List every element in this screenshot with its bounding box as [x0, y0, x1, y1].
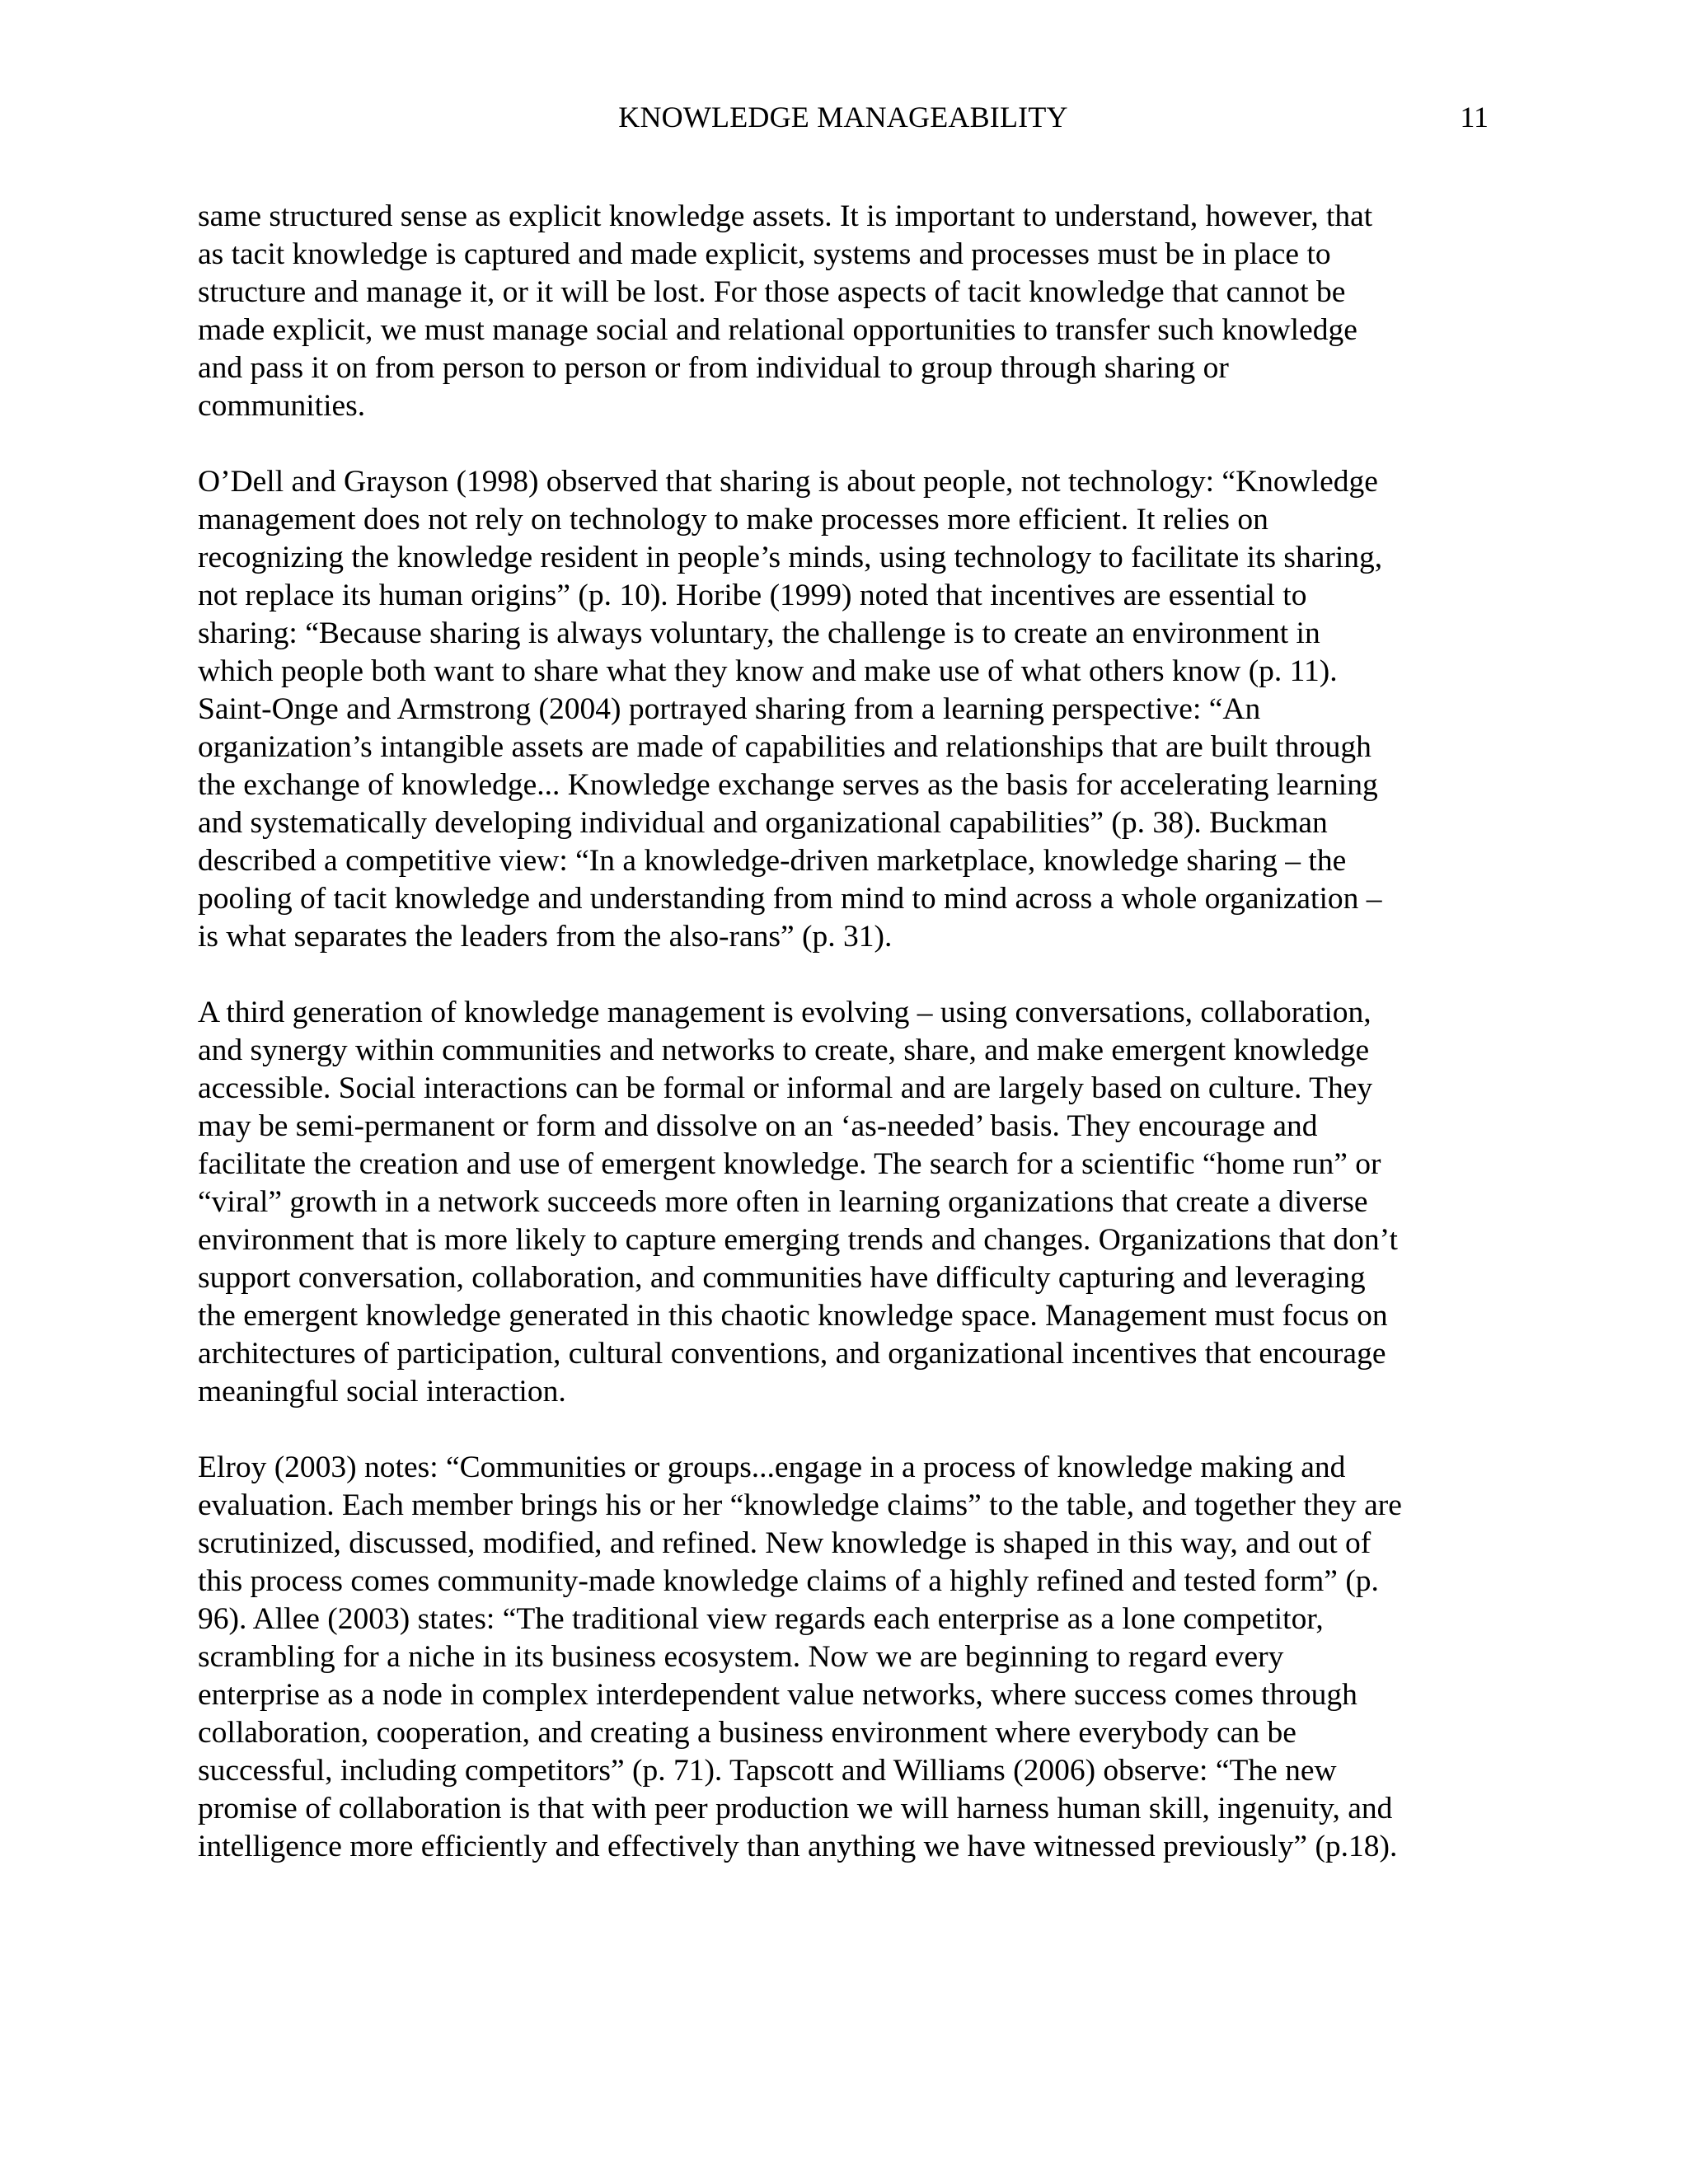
text-line: described a competitive view: “In a knowledge-driven marketplace, knowledge sharing – the [198, 844, 1347, 878]
text-line: the exchange of knowledge... Knowledge exchange serves as the basis for accelerating learning [198, 768, 1378, 802]
text-line: the emergent knowledge generated in this chaotic knowledge space. Management must focus on [198, 1299, 1388, 1333]
text-line: scrambling for a niche in its business ecosystem. Now we are beginning to regard every [198, 1640, 1284, 1674]
text-line: O’Dell and Grayson (1998) observed that sharing is about people, not technology: “Knowledge [198, 465, 1378, 499]
paragraph-1 [198, 198, 1495, 425]
text-line: successful, including competitors” (p. 71). Tapscott and Williams (2006) observe: “The new [198, 1754, 1337, 1788]
text-line: enterprise as a node in complex interdependent value networks, where success comes through [198, 1678, 1357, 1712]
text-line: this process comes community-made knowledge claims of a highly refined and tested form” (p. [198, 1564, 1379, 1598]
text-line: not replace its human origins” (p. 10). Horibe (1999) noted that incentives are essential to [198, 579, 1307, 612]
text-line: promise of collaboration is that with peer production we will harness human skill, ingenuity, and [198, 1792, 1393, 1825]
text-line: environment that is more likely to capture emerging trends and changes. Organizations that don’t [198, 1223, 1398, 1257]
text-line: collaboration, cooperation, and creating a business environment where everybody can be [198, 1716, 1296, 1750]
text-line: pooling of tacit knowledge and understanding from mind to mind across a whole organization – [198, 882, 1382, 916]
text-line: is what separates the leaders from the also-rans” (p. 31). [198, 920, 893, 954]
text-line: sharing: “Because sharing is always voluntary, the challenge is to create an environment in [198, 616, 1320, 650]
text-line: scrutinized, discussed, modified, and refined. New knowledge is shaped in this way, and out of [198, 1526, 1372, 1560]
text-line: accessible. Social interactions can be formal or informal and are largely based on culture. They [198, 1071, 1373, 1105]
text-line: 96). Allee (2003) states: “The traditional view regards each enterprise as a lone competitor, [198, 1602, 1324, 1636]
text-line: and systematically developing individual and organizational capabilities” (p. 38). Buckman [198, 806, 1328, 840]
text-line: as tacit knowledge is captured and made explicit, systems and processes must be in place to [198, 237, 1331, 271]
text-line: architectures of participation, cultural conventions, and organizational incentives that encourage [198, 1337, 1386, 1371]
text-line: management does not rely on technology to make processes more efficient. It relies on [198, 503, 1268, 537]
text-line: which people both want to share what they know and make use of what others know (p. 11). [198, 654, 1338, 688]
text-line: intelligence more efficiently and effectively than anything we have witnessed previously” (p.18). [198, 1830, 1398, 1863]
running-head-title: KNOWLEDGE MANAGEABILITY [618, 101, 1068, 134]
text-line: may be semi-permanent or form and dissolve on an ‘as-needed’ basis. They encourage and [198, 1109, 1318, 1143]
text-line: Saint-Onge and Armstrong (2004) portrayed sharing from a learning perspective: “An [198, 692, 1261, 726]
text-line: organization’s intangible assets are made of capabilities and relationships that are built through [198, 730, 1372, 764]
text-line: recognizing the knowledge resident in people’s minds, using technology to facilitate its sharing, [198, 541, 1383, 574]
text-line: and pass it on from person to person or from individual to group through sharing or [198, 351, 1229, 385]
text-line: support conversation, collaboration, and communities have difficulty capturing and leveraging [198, 1261, 1366, 1295]
paragraph-3 [198, 994, 1495, 1411]
text-line: communities. [198, 389, 366, 423]
text-line: structure and manage it, or it will be lost. For those aspects of tacit knowledge that cannot be [198, 275, 1346, 309]
paragraph-4 [198, 1449, 1495, 1866]
text-line: and synergy within communities and networks to create, share, and make emergent knowledge [198, 1033, 1370, 1067]
page-number: 11 [1460, 101, 1489, 134]
body-text [198, 198, 1495, 1904]
text-line: “viral” growth in a network succeeds more often in learning organizations that create a diverse [198, 1185, 1368, 1219]
running-head [198, 96, 1489, 138]
paragraph-2 [198, 463, 1495, 956]
text-line: made explicit, we must manage social and relational opportunities to transfer such knowledge [198, 313, 1357, 347]
text-line: evaluation. Each member brings his or her “knowledge claims” to the table, and together they are [198, 1488, 1402, 1522]
text-line: Elroy (2003) notes: “Communities or groups...engage in a process of knowledge making and [198, 1451, 1346, 1484]
text-line: same structured sense as explicit knowledge assets. It is important to understand, however, that [198, 199, 1373, 233]
text-line: A third generation of knowledge management is evolving – using conversations, collaboration, [198, 996, 1372, 1029]
text-line: meaningful social interaction. [198, 1375, 566, 1408]
text-line: facilitate the creation and use of emergent knowledge. The search for a scientific “home run” or [198, 1147, 1381, 1181]
